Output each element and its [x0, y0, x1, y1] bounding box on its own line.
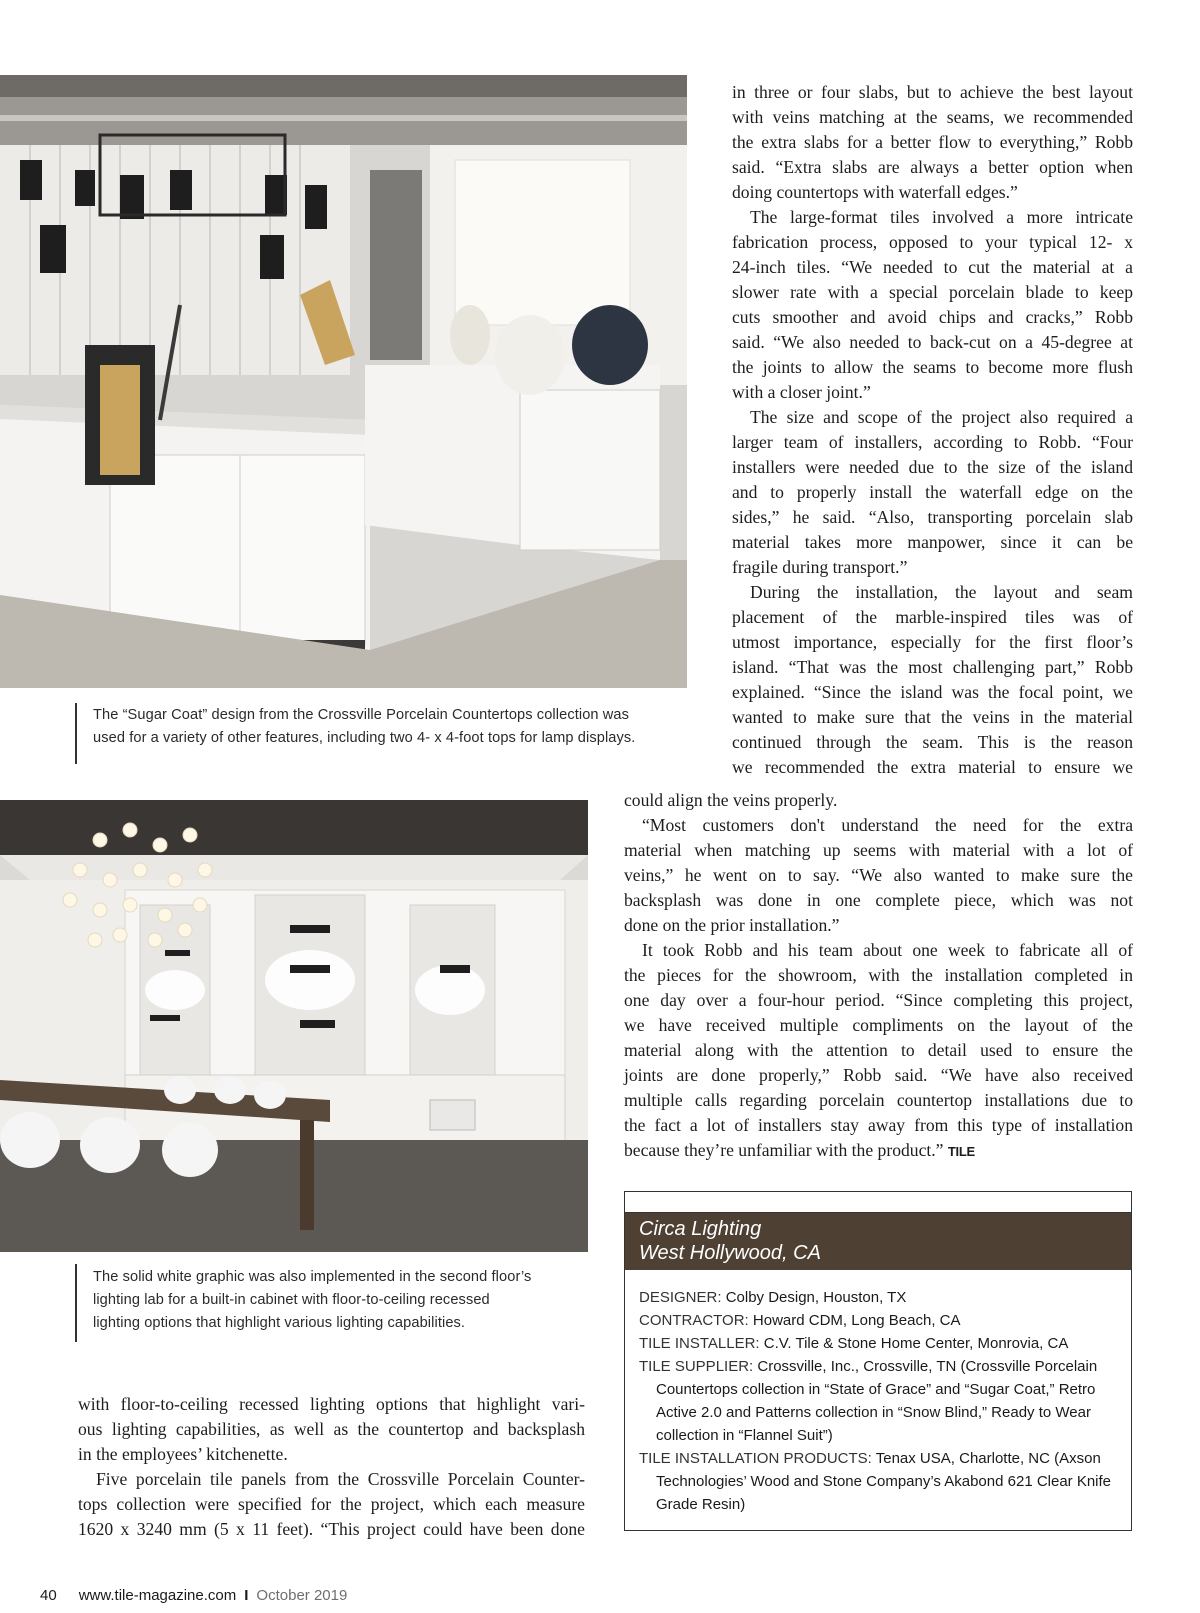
- caption-line: lighting lab for a built-in cabinet with floor-to-ceiling recessed: [93, 1292, 490, 1308]
- article-line: fabrication process, opposed to your typical 12- x: [732, 232, 1133, 252]
- credits-box-header: [625, 1213, 1131, 1270]
- article-line: wanted to make sure that the veins in the material: [732, 707, 1133, 727]
- article-line: sides,” he said. “Also, transporting porcelain slab: [732, 507, 1133, 527]
- article-line: we recommended the extra material to ensure we: [732, 757, 1133, 777]
- article-line: cuts smoother and avoid chips and cracks,” Robb: [732, 307, 1133, 327]
- article-line: with floor-to-ceiling recessed lighting options that highlight vari-: [78, 1394, 585, 1414]
- project-name: Circa Lighting: [639, 1218, 762, 1240]
- article-line: doing countertops with waterfall edges.”: [732, 182, 1018, 202]
- credit-label: TILE INSTALLER:: [639, 1335, 760, 1352]
- article-line: the pieces for the showroom, with the installation completed in: [624, 965, 1133, 985]
- article-last-line-text: because they’re unfamiliar with the product.”: [624, 1140, 944, 1160]
- article-column-right-top: [732, 80, 1133, 780]
- article-line: larger team of installers, according to Robb. “Four: [732, 432, 1133, 452]
- project-location: West Hollywood, CA: [639, 1242, 821, 1264]
- project-credits-box: [624, 1191, 1132, 1531]
- credit-tile-installer: [639, 1332, 1121, 1355]
- credit-installation-products: [639, 1447, 1121, 1516]
- article-column-right-bottom: [624, 788, 1133, 1164]
- page-footer: [40, 1587, 347, 1604]
- article-line: fragile during transport.”: [732, 557, 908, 577]
- article-line: backsplash was done in one complete piece, which was not: [624, 890, 1133, 910]
- article-line: with veins matching at the seams, we recommended: [732, 107, 1133, 127]
- article-line: in the employees’ kitchenette.: [78, 1444, 288, 1464]
- article-line: tops collection were specified for the project, which each measure: [78, 1494, 585, 1514]
- credit-tile-supplier: [639, 1355, 1121, 1447]
- caption-line: The solid white graphic was also implemented in the second floor’s: [93, 1269, 532, 1285]
- credit-label: CONTRACTOR:: [639, 1312, 749, 1329]
- photo-caption-bottom: [75, 1264, 563, 1342]
- article-line: “Most customers don't understand the need for the extra: [642, 815, 1133, 835]
- article-line: explained. “Since the island was the focal point, we: [732, 682, 1133, 702]
- article-line: [624, 1138, 1133, 1164]
- caption-line: The “Sugar Coat” design from the Crossville Porcelain Countertops collection was: [93, 707, 630, 723]
- tile-end-mark: TILE: [947, 1144, 975, 1159]
- showroom-lamp-display-photo: [0, 75, 687, 688]
- credits-box-top-rule: [625, 1192, 1131, 1213]
- article-line: 24-inch tiles. “We needed to cut the material at a: [732, 257, 1133, 277]
- lighting-lab-photo: [0, 800, 588, 1252]
- credit-value: C.V. Tile & Stone Home Center, Monrovia, CA: [763, 1335, 1069, 1352]
- article-line: the fact a lot of installers stay away from this type of installation: [624, 1115, 1133, 1135]
- article-line: with a closer joint.”: [732, 382, 871, 402]
- credit-label: TILE SUPPLIER:: [639, 1358, 754, 1375]
- article-line: multiple calls regarding porcelain countertop installations due to: [624, 1090, 1133, 1110]
- credit-designer: [639, 1286, 1121, 1309]
- article-line: in three or four slabs, but to achieve the best layout: [732, 82, 1133, 102]
- article-line: done on the prior installation.”: [624, 915, 840, 935]
- article-line: Five porcelain tile panels from the Crossville Porcelain Counter-: [96, 1469, 585, 1489]
- credits-list: [625, 1270, 1131, 1516]
- page-number: 40: [40, 1587, 57, 1604]
- article-line: continued through the seam. This is the reason: [732, 732, 1133, 752]
- article-line: It took Robb and his team about one week to fabricate all of: [642, 940, 1133, 960]
- article-line: During the installation, the layout and seam: [750, 582, 1133, 602]
- article-line: material takes more manpower, since it can be: [732, 532, 1133, 552]
- article-line: slower rate with a special porcelain blade to keep: [732, 282, 1133, 302]
- article-line: could align the veins properly.: [624, 790, 838, 810]
- article-line: 1620 x 3240 mm (5 x 11 feet). “This project could have been done: [78, 1519, 585, 1539]
- caption-line: used for a variety of other features, including two 4- x 4-foot tops for lamp displays.: [93, 730, 636, 746]
- article-column-left-bottom: [78, 1392, 585, 1542]
- article-line: placement of the marble-inspired tiles was of: [732, 607, 1133, 627]
- article-line: utmost importance, especially for the first floor’s: [732, 632, 1133, 652]
- article-line: said. “Extra slabs are always a better option when: [732, 157, 1133, 177]
- article-line: installers were needed due to the size of the island: [732, 457, 1133, 477]
- issue-date: October 2019: [256, 1587, 348, 1604]
- footer-separator: I: [244, 1587, 249, 1604]
- credit-contractor: [639, 1309, 1121, 1332]
- article-line: veins,” he went on to say. “We also wanted to make sure the: [624, 865, 1133, 885]
- credit-value: Howard CDM, Long Beach, CA: [752, 1312, 961, 1329]
- caption-line: lighting options that highlight various lighting capabilities.: [93, 1315, 466, 1331]
- article-line: ous lighting capabilities, as well as the countertop and backsplash: [78, 1419, 585, 1439]
- credit-value: Crossville, Inc., Crossville, TN (Crossville Porcelain Countertops collection in “State of Grace” and “Sugar Coat,” Retro Active 2.0 and Patterns collection in “Snow Blind,” Ready to Wear collection in “Flannel Suit”): [656, 1358, 1098, 1444]
- article-line: The large-format tiles involved a more intricate: [750, 207, 1133, 227]
- article-line: The size and scope of the project also required a: [750, 407, 1133, 427]
- article-line: the extra slabs for a better flow to everything,” Robb: [732, 132, 1133, 152]
- article-line: joints are done properly,” Robb said. “We have also received: [624, 1065, 1133, 1085]
- article-line: the joints to allow the seams to become more flush: [732, 357, 1133, 377]
- photo-caption-top: [75, 703, 703, 764]
- article-line: and to properly install the waterfall edge on the: [732, 482, 1133, 502]
- article-line: material when matching up seems with material with a lot of: [624, 840, 1133, 860]
- article-line: we have received multiple compliments on the layout of the: [624, 1015, 1133, 1035]
- credit-label: TILE INSTALLATION PRODUCTS:: [639, 1450, 872, 1467]
- article-line: island. “That was the most challenging part,” Robb: [732, 657, 1133, 677]
- article-line: one day over a four-hour period. “Since completing this project,: [624, 990, 1133, 1010]
- credit-label: DESIGNER:: [639, 1289, 722, 1306]
- credit-value: Colby Design, Houston, TX: [725, 1289, 907, 1306]
- article-line: said. “We also needed to back-cut on a 45-degree at: [732, 332, 1133, 352]
- article-line: material along with the attention to detail used to ensure the: [624, 1040, 1133, 1060]
- website-link[interactable]: www.tile-magazine.com: [78, 1587, 237, 1604]
- credit-value: Tenax USA, Charlotte, NC (Axson Technologies’ Wood and Stone Company’s Akabond 621 Clear Knife Grade Resin): [656, 1450, 1112, 1513]
